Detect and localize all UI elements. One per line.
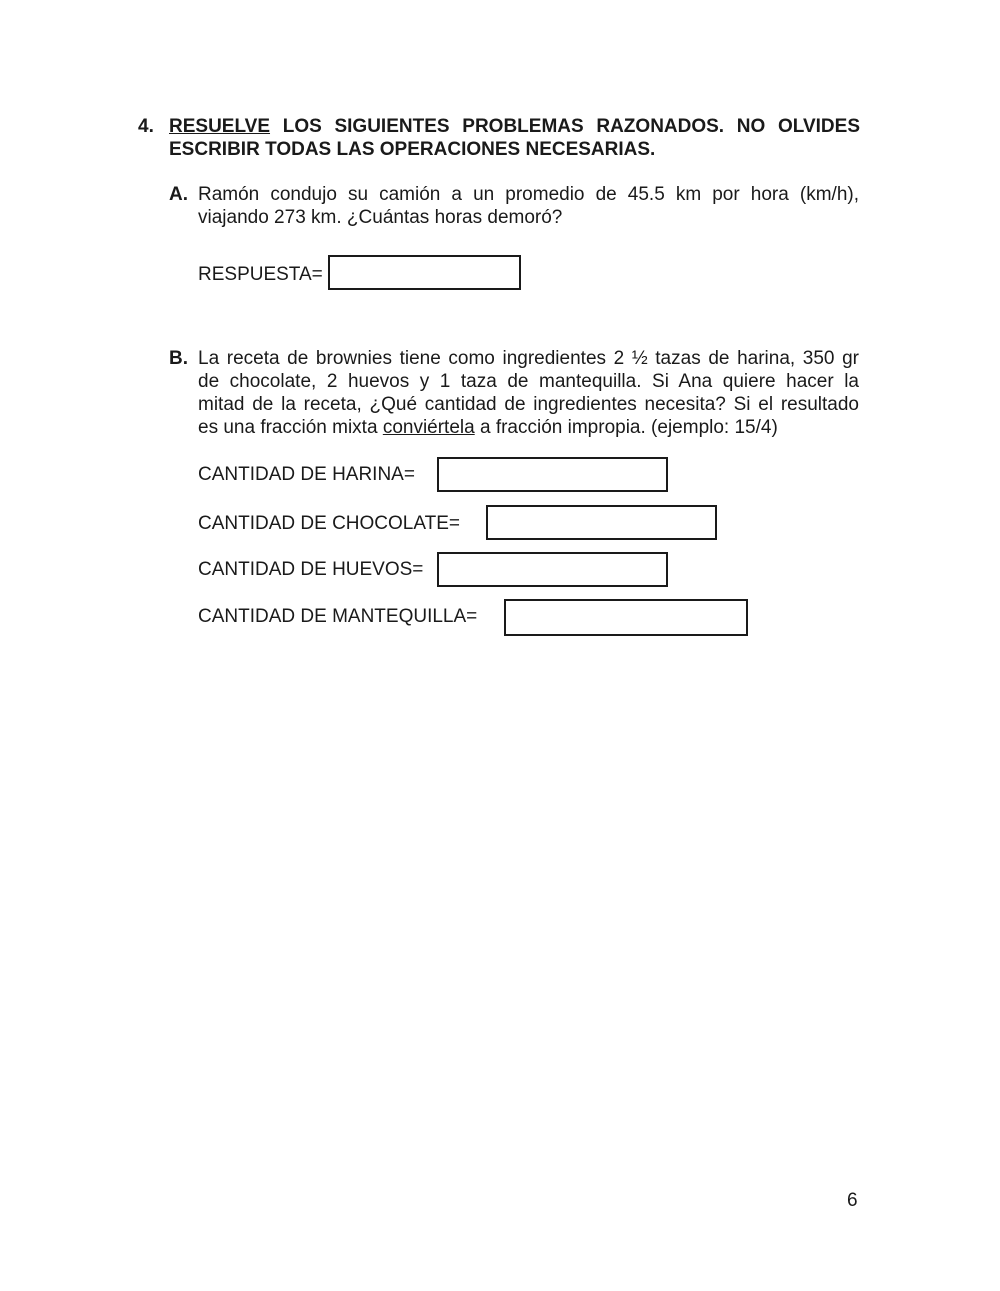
respuesta-label: RESPUESTA=: [198, 264, 323, 285]
huevos-input[interactable]: [437, 552, 668, 587]
mantequilla-input[interactable]: [504, 599, 748, 636]
section-title-rest: LOS SIGUIENTES PROBLEMAS RAZONADOS. NO OLVIDES: [270, 116, 860, 137]
problem-b-line4-before: es una fracción mixta: [198, 417, 383, 438]
problem-b-line4-underlined: conviértela: [382, 417, 475, 438]
chocolate-input[interactable]: [486, 505, 717, 540]
mantequilla-label: CANTIDAD DE MANTEQUILLA=: [198, 606, 478, 627]
problem-a-line1: Ramón condujo su camión a un promedio de 45.5 km por hora (km/h),: [198, 184, 859, 205]
huevos-label: CANTIDAD DE HUEVOS=: [198, 559, 424, 580]
problem-b-text: [198, 347, 859, 439]
problem-a-line2: viajando 273 km. ¿Cuántas horas demoró?: [198, 207, 563, 228]
chocolate-label: CANTIDAD DE CHOCOLATE=: [198, 513, 460, 534]
page-number: 6: [847, 1190, 858, 1211]
problem-a-letter: A.: [169, 184, 188, 205]
section-title-line2: ESCRIBIR TODAS LAS OPERACIONES NECESARIAS.: [169, 139, 656, 160]
section-instructions: [169, 115, 860, 161]
problem-b-line3: mitad de la receta, ¿Qué cantidad de ingredientes necesita? Si el resultado: [198, 394, 859, 415]
section-title-underlined: RESUELVE: [169, 116, 271, 137]
problem-a-text: [198, 183, 859, 229]
problem-b-line4-after: a fracción impropia. (ejemplo: 15/4): [474, 417, 778, 438]
problem-b-letter: B.: [169, 348, 188, 369]
harina-input[interactable]: [437, 457, 668, 492]
section-heading: [138, 115, 860, 161]
problem-b-line1: La receta de brownies tiene como ingredientes 2 ½ tazas de harina, 350 gr: [198, 348, 859, 369]
problem-b-line2: de chocolate, 2 huevos y 1 taza de mantequilla. Si Ana quiere hacer la: [198, 371, 859, 392]
respuesta-input[interactable]: [328, 255, 521, 290]
harina-label: CANTIDAD DE HARINA=: [198, 464, 415, 485]
problem-b-line4: [198, 416, 859, 439]
section-number: 4.: [138, 116, 154, 137]
